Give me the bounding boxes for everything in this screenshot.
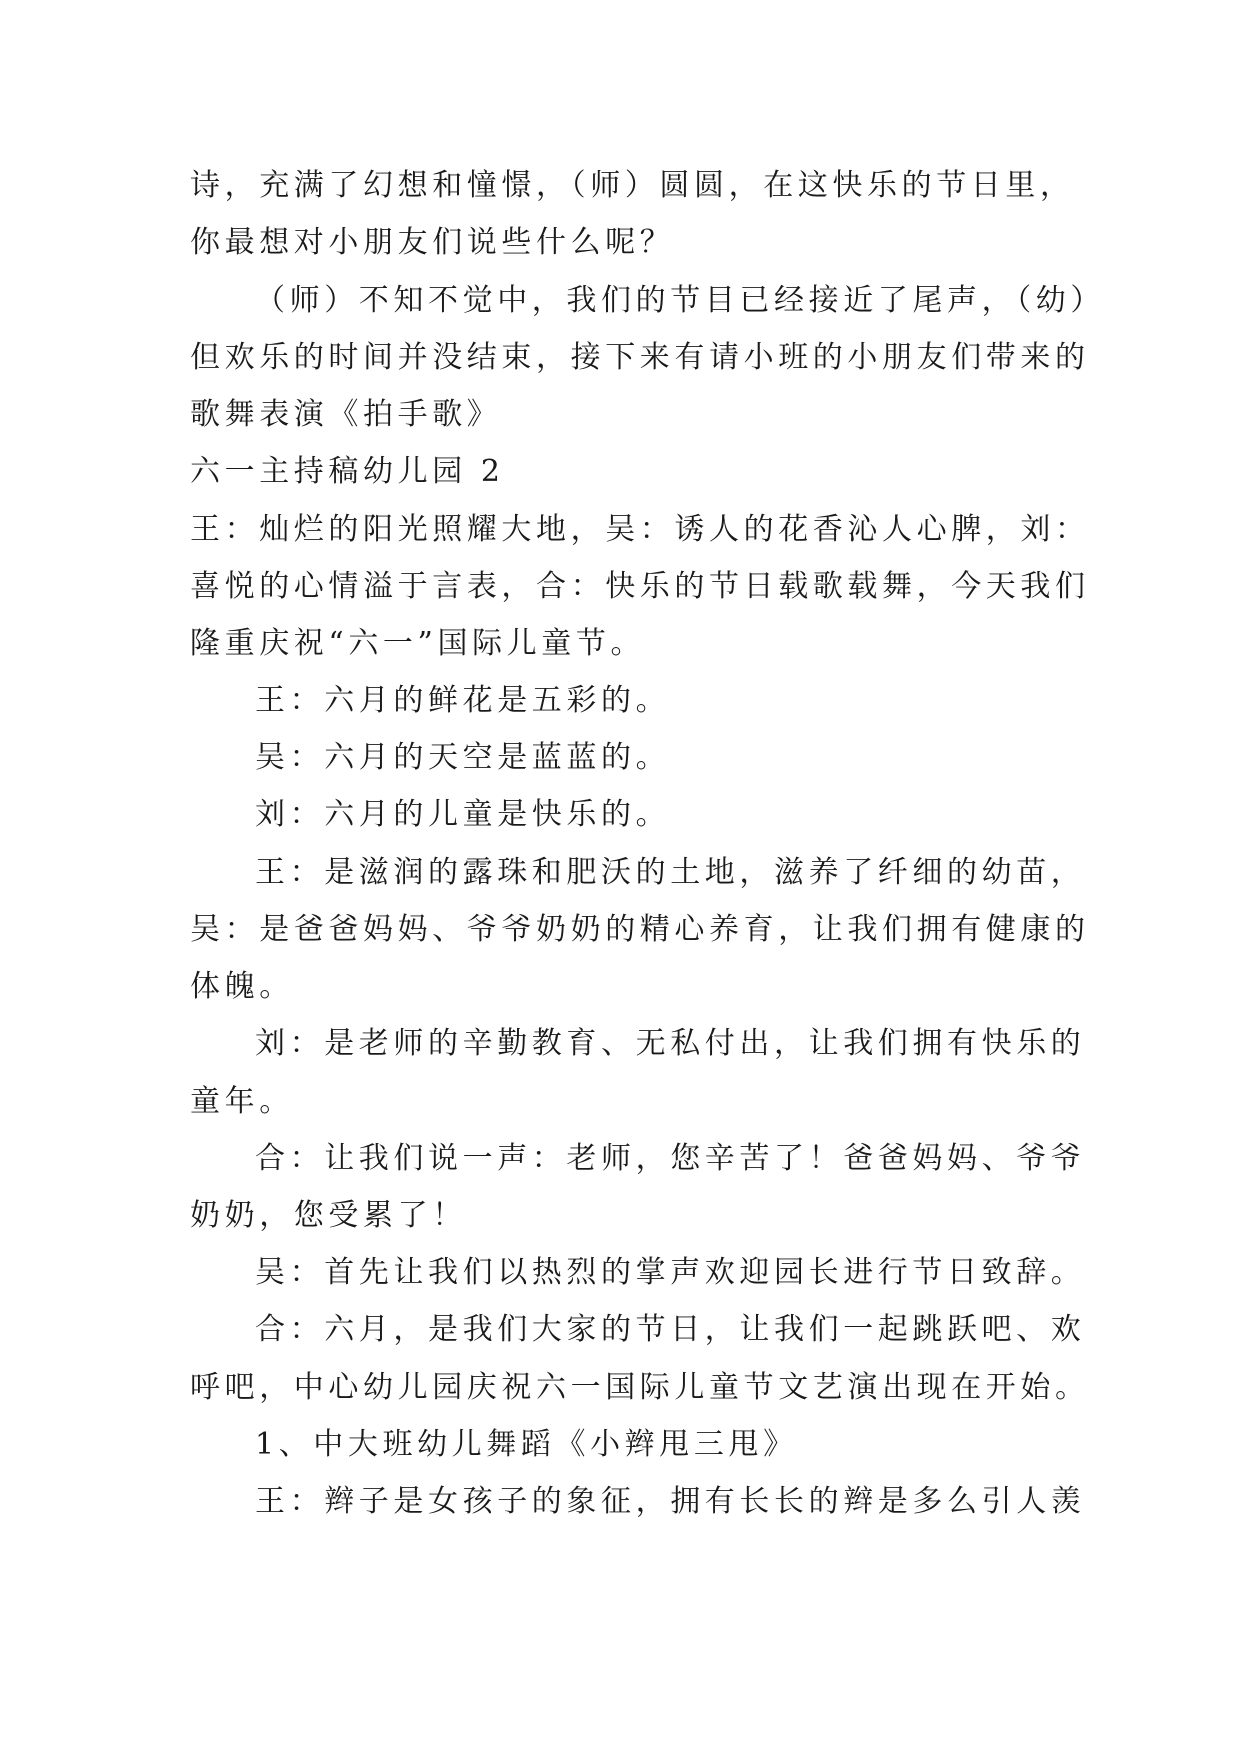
text-line: 歌舞表演《拍手歌》 <box>190 397 502 432</box>
text-line: 吴：首先让我们以热烈的掌声欢迎园长进行节日致辞。 <box>255 1255 1086 1290</box>
text-line: 王：灿烂的阳光照耀大地，吴：诱人的花香沁人心脾，刘： <box>190 512 1090 547</box>
text-line: 王：六月的鲜花是五彩的。 <box>255 683 671 718</box>
text-line: 童年。 <box>190 1084 294 1119</box>
text-line: 刘：是老师的辛勤教育、无私付出，让我们拥有快乐的 <box>255 1026 1086 1061</box>
text-line: 刘：六月的儿童是快乐的。 <box>255 797 671 832</box>
text-line: 但欢乐的时间并没结束，接下来有请小班的小朋友们带来的 <box>190 340 1090 375</box>
text-line: 诗，充满了幻想和憧憬，（师）圆圆，在这快乐的节日里， <box>190 168 1075 203</box>
text-line: 隆重庆祝“六一”国际儿童节。 <box>190 626 646 661</box>
text-line: 吴：是爸爸妈妈、爷爷奶奶的精心养育，让我们拥有健康的 <box>190 912 1090 947</box>
text-line: 王：辫子是女孩子的象征，拥有长长的辫是多么引人羡 <box>255 1484 1086 1519</box>
text-line: 王：是滋润的露珠和肥沃的土地，滋养了纤细的幼苗， <box>255 855 1086 890</box>
section-heading: 六一主持稿幼儿园 2 <box>190 454 505 489</box>
text-line: 呼吧，中心幼儿园庆祝六一国际儿童节文艺演出现在开始。 <box>190 1370 1090 1405</box>
text-line: 体魄。 <box>190 969 294 1004</box>
text-line: 喜悦的心情溢于言表，合：快乐的节日载歌载舞，今天我们 <box>190 569 1090 604</box>
text-line: 1、中大班幼儿舞蹈《小辫甩三甩》 <box>255 1427 798 1462</box>
text-line: 奶奶，您受累了！ <box>190 1198 467 1233</box>
text-line: 合：六月，是我们大家的节日，让我们一起跳跃吧、欢 <box>255 1312 1086 1347</box>
text-line: 吴：六月的天空是蓝蓝的。 <box>255 740 671 775</box>
text-line: 你最想对小朋友们说些什么呢？ <box>190 225 675 260</box>
text-line: （师）不知不觉中，我们的节目已经接近了尾声，（幼） <box>255 283 1105 318</box>
text-line: 合：让我们说一声：老师，您辛苦了！爸爸妈妈、爷爷 <box>255 1141 1086 1176</box>
